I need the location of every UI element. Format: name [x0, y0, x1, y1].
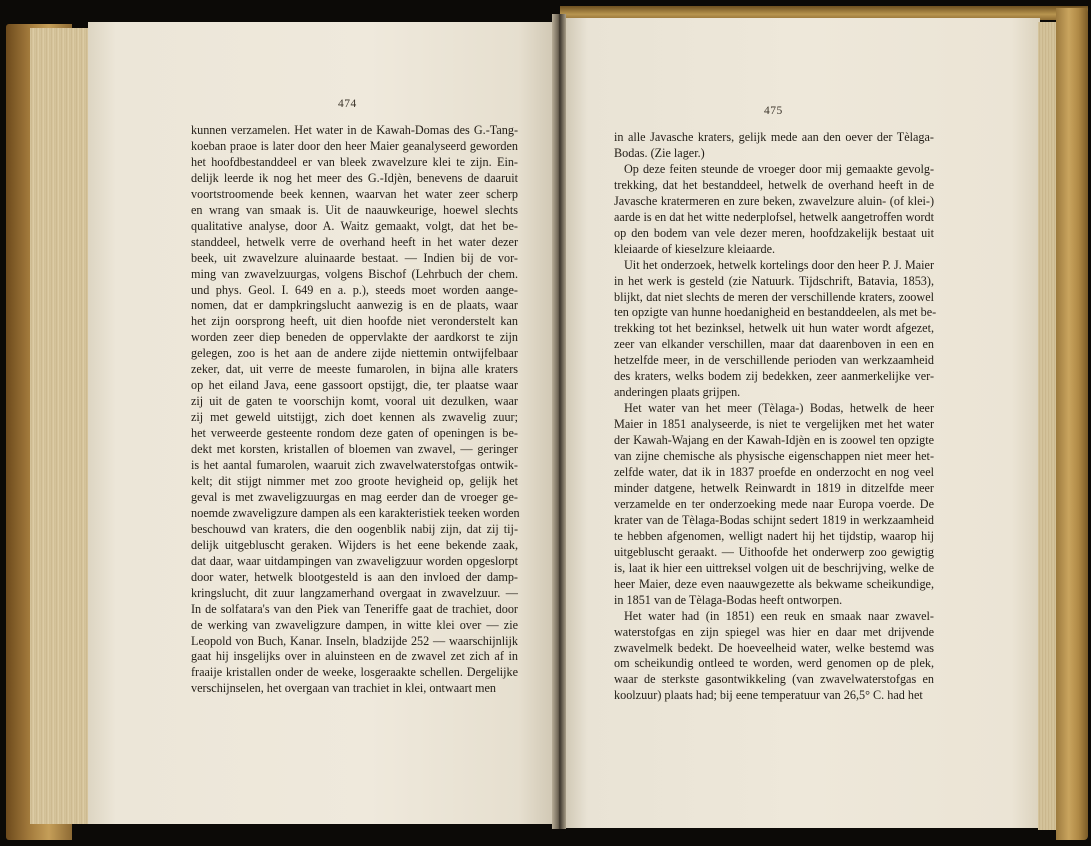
text-line: de werking van zwaveligzure dampen, in witte klei over — zie — [191, 617, 518, 632]
text-line: kleiaarde of kieselzure kleiaarde. — [614, 241, 776, 256]
text-line: Javasche kratermeren en zure beken, zwavelzure aluin- (of klei-) — [614, 193, 934, 208]
right-page-text — [614, 130, 937, 704]
text-line: op den bodem van vele dezer meren, hoofdzakelijk bestaat uit — [614, 225, 934, 240]
text-line: dat daar, waar uitdampingen van zwaveligzuur worden opgeslorpt — [191, 553, 518, 568]
text-line: het hoofdbestanddeel er van bleek zwavelzure klei te zijn. Ein- — [191, 154, 518, 169]
text-line: voortstroomende beek kennen, waarvan het water zeer scherp — [191, 186, 518, 201]
text-line: zwavelmelk bedekt. De hoeveelheid water, welke bestemd was — [614, 640, 934, 655]
text-line: fraaije kristallen onder de weeke, losgeraakte schellen. Dergelijke — [191, 665, 518, 680]
text-line: is, laat ik hier een uittreksel volgen uit de beschrijving, welke de — [614, 560, 934, 575]
book-gutter — [552, 14, 566, 829]
text-line: Op deze feiten steunde de vroeger door mij gemaakte gevolg- — [624, 161, 934, 176]
text-line: nomen, dat er dampkringslucht aanwezig is en de plaats, waar — [191, 298, 518, 313]
text-line: zelfde water, dat ik in 1837 proefde en onderzocht en nog veel — [614, 465, 934, 480]
text-line: gaat hij insgelijks over in aluinsteen en de zwavel zet zich af in — [191, 649, 518, 664]
text-line: Bodas. (Zie lager.) — [614, 145, 705, 160]
right-page-number: 475 — [764, 105, 783, 117]
text-line: Uit het onderzoek, hetwelk kortelings door den heer P. J. Maier — [624, 257, 934, 272]
text-line: minder datgene, hetwelk Reinwardt in 1819 in ditzelfde meer — [614, 480, 934, 495]
text-line: is het aantal fumarolen, waaruit zich zwavelwaterstofgas ontwik- — [191, 458, 518, 473]
text-line: en wrang van smaak is. Uit de naauwkeurige, hoewel slechts — [191, 202, 518, 217]
text-line: kunnen verzamelen. Het water in de Kawah-Domas des G.-Tang- — [191, 123, 518, 137]
text-line: koolzuur) plaats had; bij eene temperatuur van 26,5° C. had het — [614, 688, 923, 703]
text-line: waar de sterkste gasontwikkeling (van zwavelwaterstofgas en — [614, 672, 934, 687]
text-line: het verweerde gesteente rondom deze gaten of openingen is be- — [191, 426, 518, 441]
text-line: trekking tot het bezinksel, hetwelk uit hun water wordt afgezet, — [614, 321, 934, 336]
text-line: trekking, dat het bestanddeel, hetwelk de overhand heeft in de — [614, 177, 934, 192]
text-line: koeban praoe is later door den heer Maier geanalyseerd geworden — [191, 138, 518, 153]
text-line: aarde is en dat het witte nederplofsel, hetwelk aangetroffen wordt — [614, 209, 934, 224]
text-line: ten opzigte van hunne hoedanigheid en bestanddeelen, als met be- — [614, 305, 937, 320]
text-line: gelegen, zoo is het aan de andere zijde niettemin ontwijfelbaar — [191, 346, 518, 361]
text-line: dekt met korsten, kristallen of bloemen van zwavel, — geringer — [191, 442, 518, 457]
text-line: zij met geweld uitstijgt, zich doet kennen als zwavelig zuur; — [191, 410, 518, 425]
text-line: beschouwd van kraters, die den oogenblik nabij zijn, dat zij tij- — [191, 521, 518, 536]
text-line: In de solfatara's van den Piek van Teneriffe gaat de trachiet, door — [191, 601, 518, 616]
text-line: blijkt, dat niet slechts de meren der verschillende kraters, zoowel — [614, 289, 934, 304]
text-line: kringslucht, dit zuur langzamerhand overgaat in zwavelzuur. — — [191, 585, 518, 600]
text-line: des kraters, welks bodem zij bedekken, zeer aanmerkelijke ver- — [614, 369, 934, 384]
text-line: delijk uitgebluscht geraken. Wijders is het eene bekende zaak, — [191, 537, 518, 552]
text-line: verschijnselen, het overgaan van trachiet in klei, ontwaart men — [191, 681, 497, 696]
text-line: het zijn oorsprong heeft, uit dien hoofde niet veronderstelt kan — [191, 314, 518, 329]
text-line: Het water had (in 1851) een reuk en smaak naar zwavel- — [624, 608, 934, 623]
text-line: in het werk is gesteld (zie Natuurk. Tijdschrift, Batavia, 1853), — [614, 273, 934, 288]
text-line: in 1851 van de Tèlaga-Bodas heeft ontworpen. — [614, 592, 843, 607]
text-line: waterstofgas en zijn spiegel was hier en daar met drijvende — [614, 624, 934, 639]
text-line: verzamelde en ter onderzoeking mede naar Europa voerde. De — [614, 496, 934, 511]
text-line: anderingen plaats grijpen. — [614, 385, 741, 400]
text-line: heer Maier, deze even naauwgezette als bekwame scheikundige, — [614, 576, 934, 591]
text-line: te hebben afgenomen, welligt nadert hij het tijdstip, waarop hij — [614, 528, 934, 543]
text-line: ming van zwavelzuurgas, volgens Bischof (Lehrbuch der chem. — [191, 266, 518, 281]
left-page-text — [191, 123, 518, 697]
text-line: noemde zwaveligzure dampen als een karakteristiek teeken worden — [191, 505, 520, 520]
text-line: zij uit de gaten te voorschijn komt, vooral uit dezulken, waar — [191, 394, 518, 409]
text-line: in alle Javasche kraters, gelijk mede aan den oever der Tèlaga- — [614, 130, 934, 144]
text-line: op het eiland Java, eene gassoort opstijgt, die, ter plaatse waar — [191, 378, 518, 393]
text-line: qualitative analyse, door A. Waitz gemaakt, volgt, dat het be- — [191, 218, 518, 233]
text-line: und phys. Geol. I. 649 en a. p.), steeds moet worden aange- — [191, 282, 518, 297]
text-line: standdeel, hetwelk verre de overhand heeft in het water dezer — [191, 234, 518, 249]
text-line: van zijne chemische als physische eigenschappen niet meer het- — [614, 449, 934, 464]
text-line: zeker, dat, uit verre de meeste fumarolen, in bijna alle kraters — [191, 362, 518, 377]
text-line: zeer van elkander verschillen, maar dat daarenboven in een en — [614, 337, 934, 352]
text-line: om scheikundig ontleed te worden, werd genomen op de plek, — [614, 656, 934, 671]
text-line: worden zeer diep beneden de oppervlakte der aardkorst te zijn — [191, 330, 518, 345]
text-line: Het water van het meer (Tèlaga-) Bodas, hetwelk de heer — [624, 401, 934, 416]
text-line: Leopold von Buch, Kanar. Inseln, bladzijde 252 — waarschijnlijk — [191, 633, 518, 648]
left-page-number: 474 — [338, 98, 357, 110]
text-line: der Kawah-Wajang en der Kawah-Idjèn en is zoowel ten opzigte — [614, 433, 934, 448]
text-line: beek, uit zwavelzure aluinaarde bestaat. — Indien bij de vor- — [191, 250, 518, 265]
text-line: hetzelfde meer, in de verschillende perioden van werkzaamheid — [614, 353, 934, 368]
text-line: uitgebluscht geraakt. — Uithoofde het onderwerp zoo gewigtig — [614, 544, 934, 559]
right-cover — [1056, 8, 1088, 840]
text-line: Maier in 1851 analyseerde, is niet te vergelijken met het water — [614, 417, 934, 432]
text-line: krater van de Tèlaga-Bodas schijnt sedert 1819 in werkzaamheid — [614, 512, 934, 527]
text-line: kelt; dit stijgt nimmer met zoo groote hevigheid op, gelijk het — [191, 473, 518, 488]
text-line: geval is met zwaveligzuurgas en mag eerder dan de vroeger ge- — [191, 489, 518, 504]
text-line: delijk leerde ik nog het meer des G.-Idjèn, benevens de daaruit — [191, 170, 518, 185]
left-page-edges — [30, 28, 88, 824]
text-line: door water, hetwelk blootgesteld is aan den invloed der damp- — [191, 569, 518, 584]
